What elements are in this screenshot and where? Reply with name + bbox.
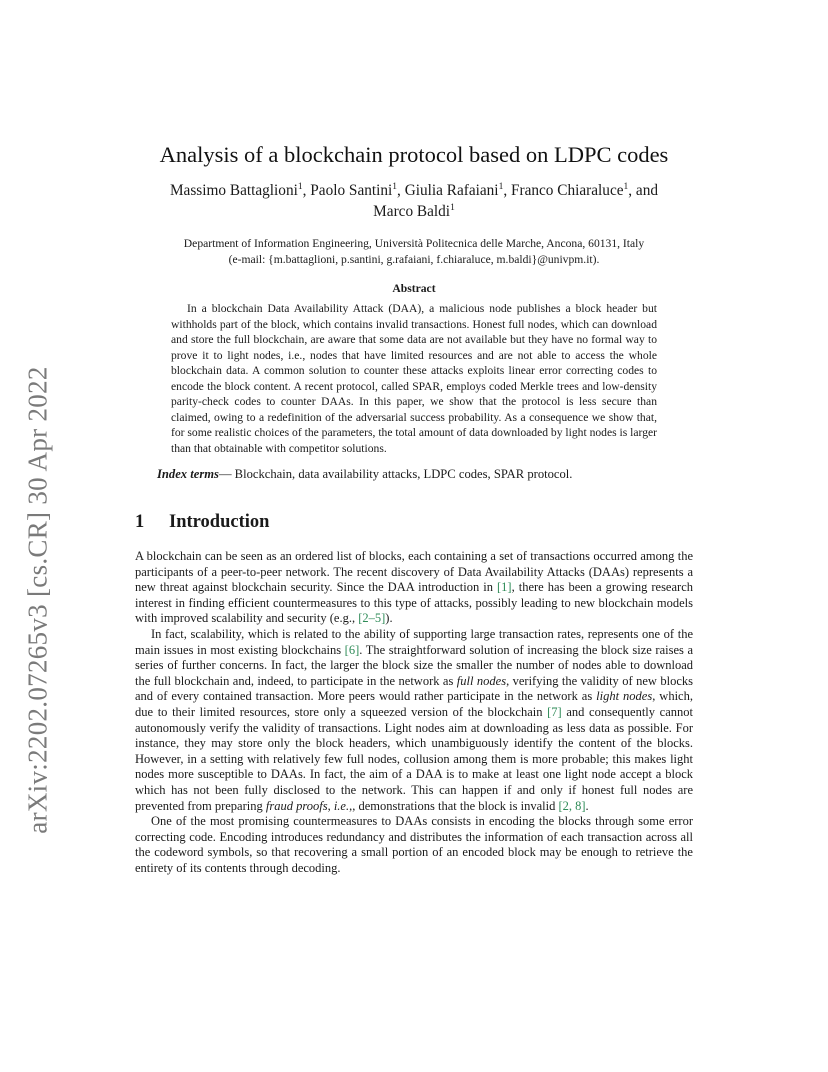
body-paragraph [135,549,693,627]
body-paragraph [135,814,693,876]
author-name: Paolo Santini [310,182,393,199]
author-name: Giulia Rafaiani [404,182,499,199]
citation-link[interactable]: [1] [497,580,512,595]
body-paragraph [135,627,693,814]
affiliation [135,236,693,268]
email-line: (e-mail: {m.battaglioni, p.santini, g.rafaiani, f.chiaraluce, m.baldi}@univpm.it). [228,253,600,266]
citation-link[interactable]: [6] [344,642,360,657]
paragraph-text: , [327,798,334,813]
index-terms-text: — Blockchain, data availability attacks, LDPC codes, SPAR protocol. [218,467,573,481]
emphasis-text: i.e. [333,798,350,813]
author-affiliation-mark: 1 [392,182,398,192]
paragraph-text: . [585,798,589,813]
paragraph-text: , which, due to their limited resources, store only a squeezed version of the blockchain [135,689,693,719]
arxiv-identifier: arXiv:2202.07265v3 [cs.CR] 30 Apr 2022 [22,366,53,834]
abstract-text: In a blockchain Data Availability Attack (DAA), a malicious node publishes a block header but withholds part of the block, which contains invalid transactions. Honest full nodes, which can download and store the full blockchain, are aware that some data are not available but they have no formal way to prove it to light nodes, i.e., nodes that have limited resources and are not able to access the whole blockchain data. A common solution to counter these attacks exploits linear error correcting codes to encode the block content. A recent protocol, called SPAR, employs coded Merkle trees and low-density parity-check codes to counter DAAs. In this paper, we show that the protocol is less secure than claimed, owing to a redefinition of the adversarial success probability. As a consequence we show that, for some realistic choices of the parameters, the total amount of data downloaded by light nodes is larger than that obtainable with competitor solutions. [171,302,657,455]
paragraph-text: In fact, scalability, which is related to the ability of supporting large transaction rates, represents one of the main issues in most existing blockchains [135,626,693,657]
index-terms [157,466,657,482]
paper-title: Analysis of a blockchain protocol based on LDPC codes [159,142,669,167]
citation-link[interactable]: [7] [547,704,562,719]
paragraph-text: A blockchain can be seen as an ordered list of blocks, each containing a set of transactions occurred among the participants of a peer-to-peer network. The recent discovery of Data Availability Attacks (DAAs) represents a new threat against blockchain security. Since the DAA introduction in [135,549,693,595]
paragraph-text: One of the most promising countermeasures to DAAs consists in encoding the blocks through some error correcting code. Encoding introduces redundancy and distributes the information of each transaction across all the codeword symbols, so that recovering a small portion of an encoded block may be enough to retrieve the entirety of its contents through decoding. [135,814,693,875]
paragraph-text: and consequently cannot autonomously verify the validity of transactions. Light nodes aim at downloading as less data as possible. For instance, they may store only the block headers, which unambiguously identify the content of the blocks. However, in a setting with relatively few full nodes, collusion among them is more probable; this makes light nodes more susceptible to DAAs. In fact, the aim of a DAA is to make at least one light node accept a block which has not been fully disclosed to the network. This can happen if and only if honest full nodes are prevented from preparing [135,704,693,813]
author-affiliation-mark: 1 [623,182,629,192]
citation-link[interactable]: [2, 8] [558,798,586,813]
section-number: 1 [135,512,145,532]
paragraph-text: ). [385,611,393,626]
paragraph-text: . The straightforward solution of increasing the block size raises a series of further concerns. In fact, the larger the block size the smaller the number of nodes able to download the full blockchain and, indeed, to participate in the network as [135,642,693,688]
author-affiliation-mark: 1 [498,182,504,192]
paper-page [135,142,693,876]
abstract-heading: Abstract [392,282,436,295]
author-affiliation-mark: 1 [450,203,455,213]
author-name: Franco Chiaraluce [510,182,624,199]
emphasis-text: full nodes [456,673,507,688]
paragraph-text: ,, demonstrations that the block is invalid [349,798,559,813]
author-list: Massimo Battaglioni$^1$, Paolo Santini$^1$, Giulia Rafaiani$^1$, Franco Chiaraluce$^1$, and Marco Baldi$^1$ [169,182,659,220]
paragraph-text: , there has been a growing research interest in finding efficient countermeasures to this type of attacks, possibly leading to new blockchain models with improved scalability and security (e.g., [135,580,693,626]
section-body [135,549,693,876]
emphasis-text: light nodes [596,689,653,704]
affiliation-line: Department of Information Engineering, Università Politecnica delle Marche, Ancona, 60131, Italy [183,237,645,250]
index-terms-label: Index terms [157,467,219,481]
section-heading [135,512,693,533]
section-title: Introduction [169,512,270,532]
author-name: Massimo Battaglioni [169,182,298,199]
author-name: Marco Baldi [373,203,451,220]
citation-link[interactable]: [2–5] [358,611,386,626]
emphasis-text: fraud proofs [265,798,328,813]
paragraph-text: , verifying the validity of new blocks and of every contained transaction. More peers would rather participate in the network as [135,673,693,704]
author-affiliation-mark: 1 [297,182,303,192]
